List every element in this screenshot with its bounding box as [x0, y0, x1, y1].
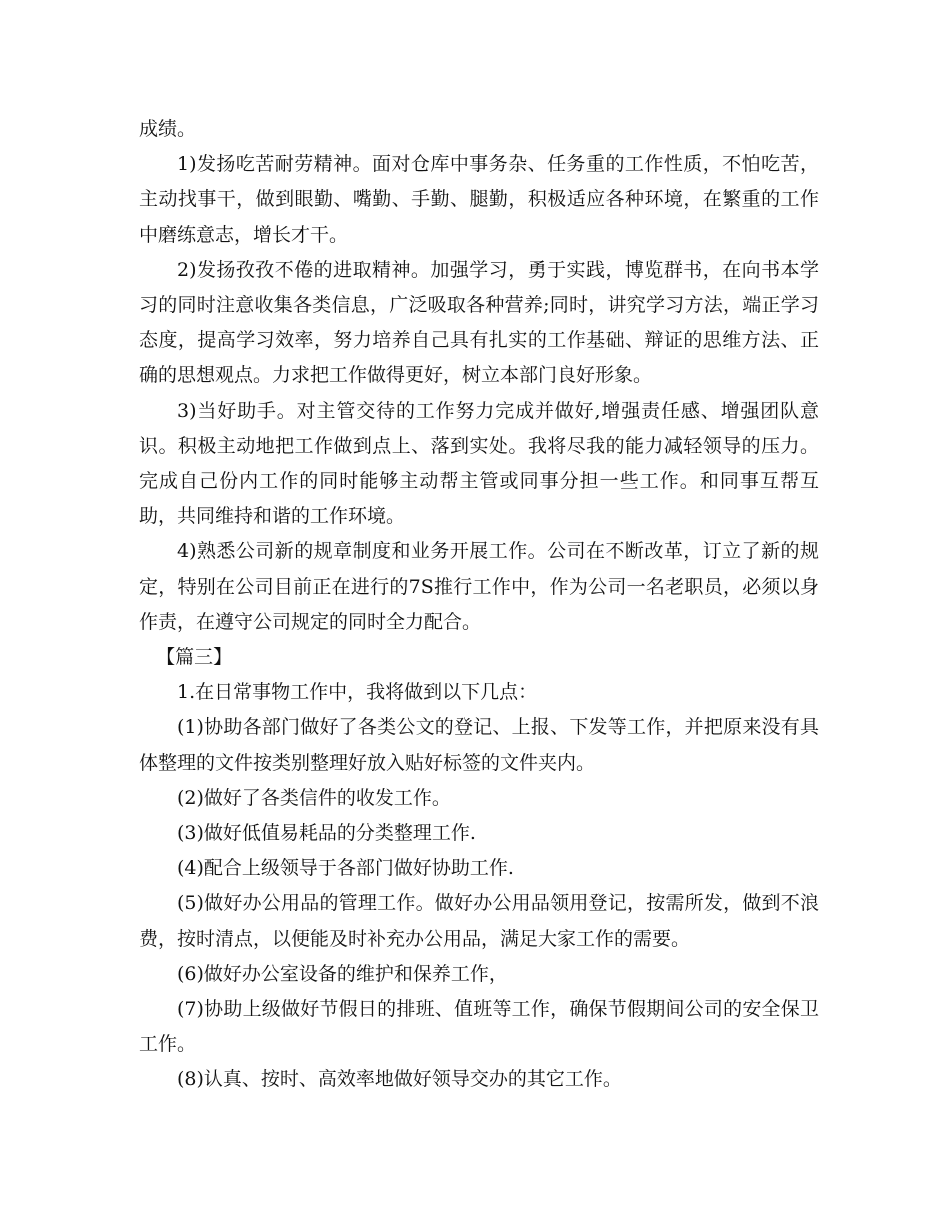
list-item-3: (3)做好低值易耗品的分类整理工作. — [177, 822, 476, 845]
document-body — [139, 112, 819, 1098]
paragraph-item-1: 1)发扬吃苦耐劳精神。面对仓库中事务杂、任务重的工作性质，不怕吃苦，主动找事干，做到眼勤、嘴勤、手勤、腿勤，积极适应各种环境，在繁重的工作中磨练意志，增长才干。 — [139, 153, 819, 246]
list-item-4: (4)配合上级领导于各部门做好协助工作. — [177, 857, 514, 880]
list-item-5: (5)做好办公用品的管理工作。做好办公用品领用登记，按需所发，做到不浪费，按时清点，以便能及时补充办公用品，满足大家工作的需要。 — [139, 892, 819, 950]
paragraph-item-4: 4)熟悉公司新的规章制度和业务开展工作。公司在不断改革，订立了新的规定，特别在公司目前正在进行的7S推行工作中，作为公司一名老职员，必须以身作责，在遵守公司规定的同时全力配合。 — [139, 540, 819, 633]
paragraph-intro: 1.在日常事物工作中，我将做到以下几点： — [177, 681, 538, 704]
paragraph-item-2: 2)发扬孜孜不倦的进取精神。加强学习，勇于实践，博览群书，在向书本学习的同时注意收集各类信息，广泛吸取各种营养;同时，讲究学习方法，端正学习态度，提高学习效率，努力培养自己具有扎实的工作基础、辩证的思维方法、正确的思想观点。力求把工作做得更好，树立本部门良好形象。 — [139, 258, 819, 387]
paragraph-continuation: 成绩。 — [139, 118, 197, 140]
section-heading: 【篇三】 — [156, 646, 233, 669]
list-item-8: (8)认真、按时、高效率地做好领导交办的其它工作。 — [177, 1068, 622, 1091]
paragraph-item-3: 3)当好助手。对主管交待的工作努力完成并做好,增强责任感、增强团队意识。积极主动地把工作做到点上、落到实处。我将尽我的能力减轻领导的压力。完成自己份内工作的同时能够主动帮主管或同事分担一些工作。和同事互帮互助，共同维持和谐的工作环境。 — [139, 399, 819, 528]
list-item-6: (6)做好办公室设备的维护和保养工作， — [177, 962, 508, 985]
list-item-1: (1)协助各部门做好了各类公文的登记、上报、下发等工作，并把原来没有具体整理的文件按类别整理好放入贴好标签的文件夹内。 — [139, 716, 819, 774]
list-item-7: (7)协助上级做好节假日的排班、值班等工作，确保节假期间公司的安全保卫工作。 — [139, 998, 819, 1056]
list-item-2: (2)做好了各类信件的收发工作。 — [177, 786, 451, 809]
